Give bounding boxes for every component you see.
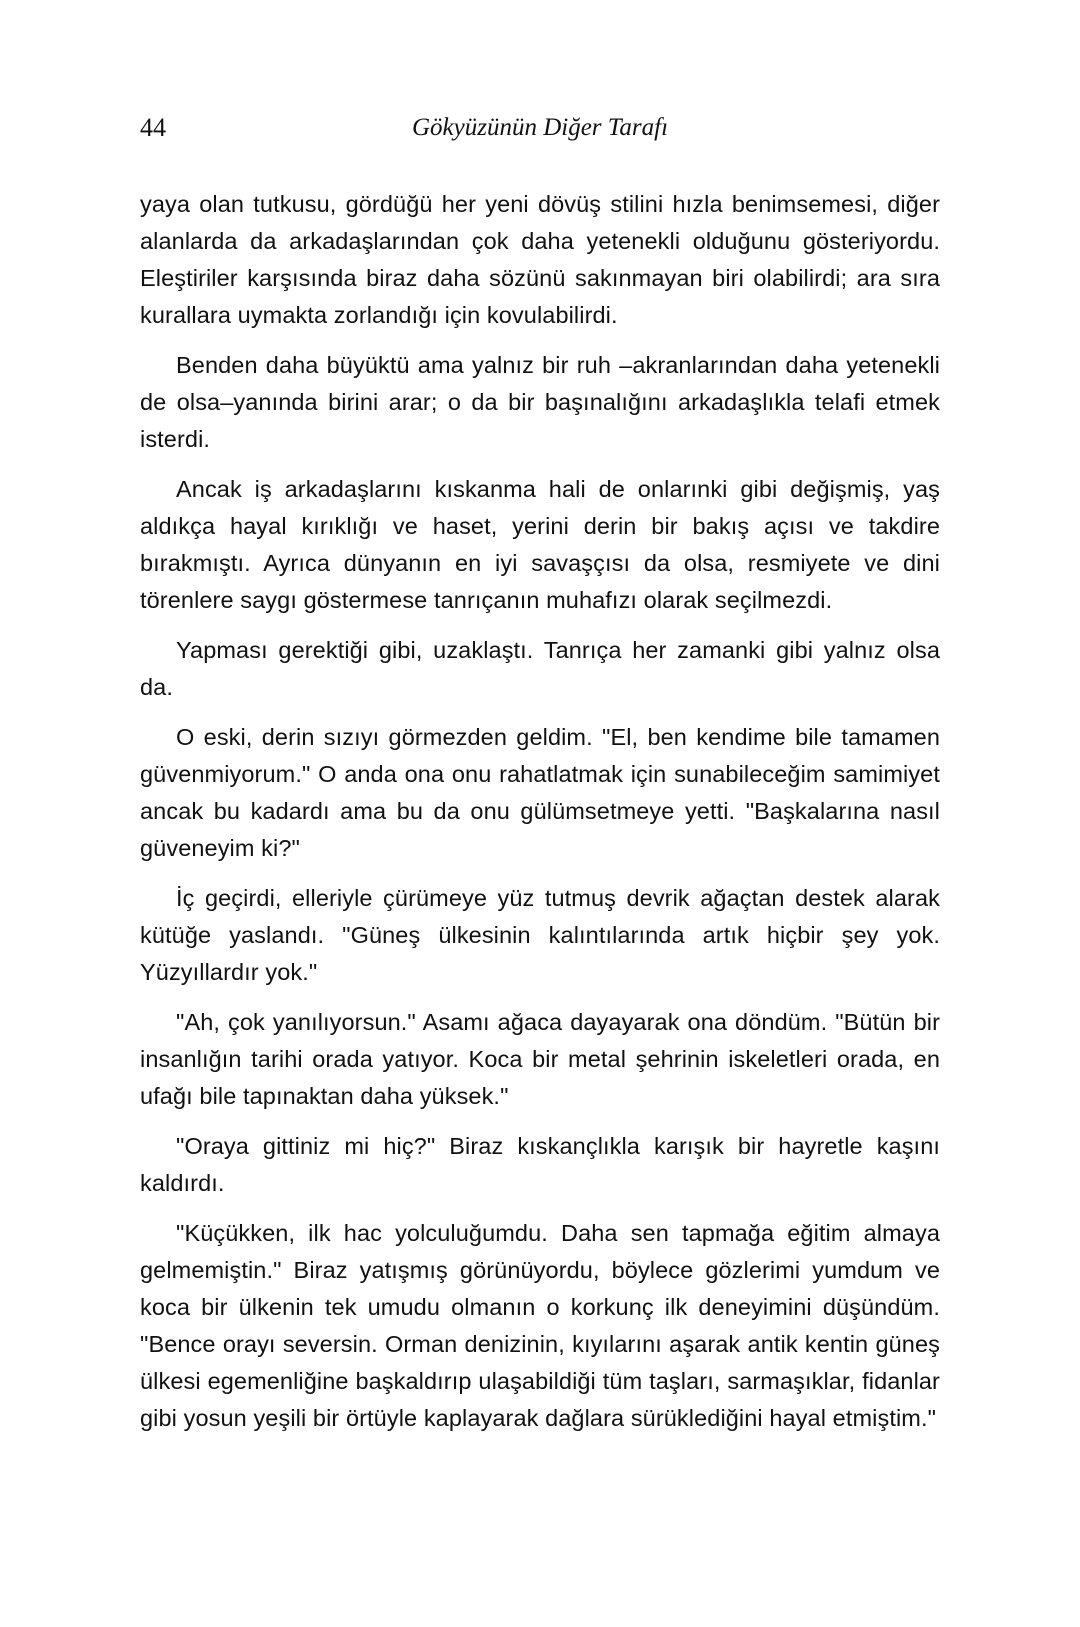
paragraph: Yapması gerektiği gibi, uzaklaştı. Tanrıça her zamanki gibi yalnız olsa da. (140, 637, 940, 700)
paragraph: Ancak iş arkadaşlarını kıskanma hali de onlarınki gibi değişmiş, yaş aldıkça hayal kırıklığı ve haset, yerini derin bir bakış açısı ve takdire bırakmıştı. Ayrıca dünyanın en iyi savaşçısı da olsa, resmiyete ve dini törenlere saygı göstermese tanrıçanın muhafızı olarak seçilmezdi. (140, 476, 940, 613)
paragraph: "Oraya gittiniz mi hiç?" Biraz kıskançlıkla karışık bir hayretle kaşını kaldırdı. (140, 1133, 940, 1196)
paragraph: yaya olan tutkusu, gördüğü her yeni dövüş stilini hızla benimsemesi, diğer alanlarda da arkadaşlarından çok daha yetenekli olduğunu gösteriyordu. Eleştiriler karşısında biraz daha sözünü sakınmayan biri olabilirdi; ara sıra kurallara uymakta zorlandığı için kovulabilirdi. (140, 191, 940, 328)
paragraph: "Küçükken, ilk hac yolculuğumdu. Daha sen tapmağa eğitim almaya gelmemiştin." Biraz yatışmış görünüyordu, böylece gözlerimi yumdum ve koca bir ülkenin tek umudu olmanın o korkunç ilk deneyimini düşündüm. "Bence orayı seversin. Orman denizinin, kıyılarını aşarak antik kentin güneş ülkesi egemenliğine başkaldırıp ulaşabildiği tüm taşları, sarmaşıklar, fidanlar gibi yosun yeşili bir örtüyle kaplayarak dağlara sürüklediğini hayal etmiştim." (140, 1220, 940, 1431)
page-number: 44 (140, 113, 166, 142)
body-text (140, 186, 940, 1450)
running-head (140, 108, 940, 148)
paragraph: Benden daha büyüktü ama yalnız bir ruh –akranlarından daha yetenekli de olsa–yanında birini arar; o da bir başınalığını arkadaşlıkla telafi etmek isterdi. (140, 352, 940, 452)
paragraph: İç geçirdi, elleriyle çürümeye yüz tutmuş devrik ağaçtan destek alarak kütüğe yaslandı. "Güneş ülkesinin kalıntılarında artık hiçbir şey yok. Yüzyıllardır yok." (140, 885, 940, 985)
paragraph: "Ah, çok yanılıyorsun." Asamı ağaca dayayarak ona döndüm. "Bütün bir insanlığın tarihi orada yatıyor. Koca bir metal şehrinin iskeletleri orada, en ufağı bile tapınaktan daha yüksek." (140, 1009, 940, 1109)
paragraph: O eski, derin sızıyı görmezden geldim. "El, ben kendime bile tamamen güvenmiyorum." O anda ona onu rahatlatmak için sunabileceğim samimiyet ancak bu kadardı ama bu da onu gülümsetmeye yetti. "Başkalarına nasıl güveneyim ki?" (140, 724, 940, 861)
book-title: Gökyüzünün Diğer Tarafı (411, 114, 669, 141)
